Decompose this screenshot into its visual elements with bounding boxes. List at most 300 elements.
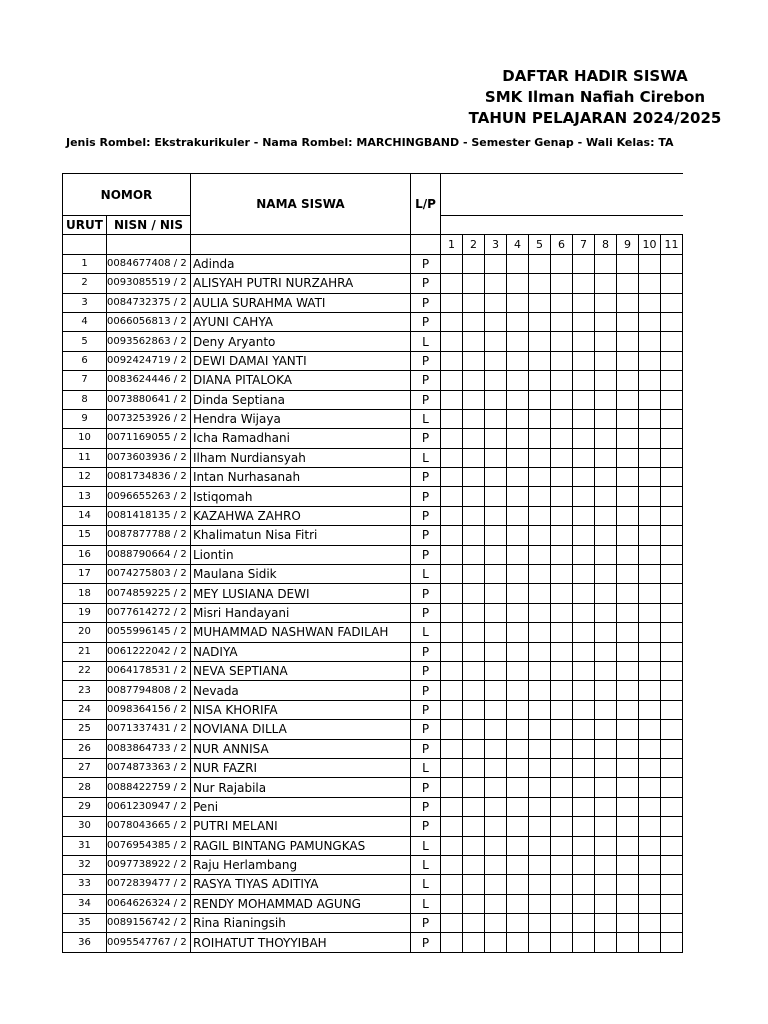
attendance-cell[interactable] (507, 758, 529, 777)
attendance-cell[interactable] (441, 720, 463, 739)
attendance-cell[interactable] (485, 933, 507, 952)
attendance-cell[interactable] (529, 875, 551, 894)
attendance-cell[interactable] (639, 409, 661, 428)
attendance-cell[interactable] (485, 293, 507, 312)
attendance-cell[interactable] (441, 584, 463, 603)
attendance-cell[interactable] (551, 894, 573, 913)
attendance-cell[interactable] (463, 681, 485, 700)
attendance-cell[interactable] (551, 584, 573, 603)
attendance-cell[interactable] (507, 642, 529, 661)
attendance-cell[interactable] (441, 700, 463, 719)
attendance-cell[interactable] (661, 468, 683, 487)
attendance-cell[interactable] (485, 603, 507, 622)
attendance-cell[interactable] (551, 312, 573, 331)
attendance-cell[interactable] (463, 700, 485, 719)
attendance-cell[interactable] (595, 720, 617, 739)
attendance-cell[interactable] (463, 409, 485, 428)
attendance-cell[interactable] (485, 429, 507, 448)
attendance-cell[interactable] (441, 623, 463, 642)
attendance-cell[interactable] (573, 778, 595, 797)
attendance-cell[interactable] (573, 758, 595, 777)
attendance-cell[interactable] (661, 642, 683, 661)
attendance-cell[interactable] (551, 254, 573, 273)
attendance-cell[interactable] (463, 584, 485, 603)
attendance-cell[interactable] (441, 371, 463, 390)
attendance-cell[interactable] (507, 700, 529, 719)
attendance-cell[interactable] (551, 506, 573, 525)
attendance-cell[interactable] (617, 817, 639, 836)
attendance-cell[interactable] (595, 914, 617, 933)
attendance-cell[interactable] (595, 409, 617, 428)
attendance-cell[interactable] (507, 293, 529, 312)
attendance-cell[interactable] (639, 274, 661, 293)
attendance-cell[interactable] (485, 855, 507, 874)
attendance-cell[interactable] (595, 312, 617, 331)
attendance-cell[interactable] (617, 312, 639, 331)
attendance-cell[interactable] (661, 681, 683, 700)
attendance-cell[interactable] (617, 506, 639, 525)
attendance-cell[interactable] (617, 875, 639, 894)
attendance-cell[interactable] (595, 836, 617, 855)
attendance-cell[interactable] (551, 429, 573, 448)
attendance-cell[interactable] (441, 817, 463, 836)
attendance-cell[interactable] (529, 526, 551, 545)
attendance-cell[interactable] (573, 526, 595, 545)
attendance-cell[interactable] (551, 526, 573, 545)
attendance-cell[interactable] (617, 526, 639, 545)
attendance-cell[interactable] (595, 894, 617, 913)
attendance-cell[interactable] (639, 390, 661, 409)
attendance-cell[interactable] (441, 855, 463, 874)
attendance-cell[interactable] (617, 603, 639, 622)
attendance-cell[interactable] (573, 371, 595, 390)
attendance-cell[interactable] (529, 797, 551, 816)
attendance-cell[interactable] (573, 797, 595, 816)
attendance-cell[interactable] (551, 875, 573, 894)
attendance-cell[interactable] (617, 293, 639, 312)
attendance-cell[interactable] (661, 914, 683, 933)
attendance-cell[interactable] (507, 371, 529, 390)
attendance-cell[interactable] (617, 836, 639, 855)
attendance-cell[interactable] (573, 836, 595, 855)
attendance-cell[interactable] (551, 409, 573, 428)
attendance-cell[interactable] (573, 817, 595, 836)
attendance-cell[interactable] (661, 933, 683, 952)
attendance-cell[interactable] (639, 875, 661, 894)
attendance-cell[interactable] (551, 603, 573, 622)
attendance-cell[interactable] (617, 661, 639, 680)
attendance-cell[interactable] (463, 487, 485, 506)
attendance-cell[interactable] (485, 758, 507, 777)
attendance-cell[interactable] (463, 855, 485, 874)
attendance-cell[interactable] (573, 894, 595, 913)
attendance-cell[interactable] (595, 293, 617, 312)
attendance-cell[interactable] (617, 778, 639, 797)
attendance-cell[interactable] (595, 778, 617, 797)
attendance-cell[interactable] (551, 623, 573, 642)
attendance-cell[interactable] (529, 778, 551, 797)
attendance-cell[interactable] (441, 914, 463, 933)
attendance-cell[interactable] (639, 254, 661, 273)
attendance-cell[interactable] (639, 429, 661, 448)
attendance-cell[interactable] (485, 681, 507, 700)
attendance-cell[interactable] (529, 545, 551, 564)
attendance-cell[interactable] (463, 390, 485, 409)
attendance-cell[interactable] (661, 584, 683, 603)
attendance-cell[interactable] (463, 933, 485, 952)
attendance-cell[interactable] (617, 254, 639, 273)
attendance-cell[interactable] (639, 894, 661, 913)
attendance-cell[interactable] (617, 468, 639, 487)
attendance-cell[interactable] (617, 487, 639, 506)
attendance-cell[interactable] (573, 409, 595, 428)
attendance-cell[interactable] (551, 565, 573, 584)
attendance-cell[interactable] (551, 933, 573, 952)
attendance-cell[interactable] (573, 390, 595, 409)
attendance-cell[interactable] (617, 332, 639, 351)
attendance-cell[interactable] (463, 875, 485, 894)
attendance-cell[interactable] (463, 254, 485, 273)
attendance-cell[interactable] (529, 409, 551, 428)
attendance-cell[interactable] (441, 254, 463, 273)
attendance-cell[interactable] (507, 681, 529, 700)
attendance-cell[interactable] (507, 429, 529, 448)
attendance-cell[interactable] (573, 506, 595, 525)
attendance-cell[interactable] (507, 894, 529, 913)
attendance-cell[interactable] (529, 894, 551, 913)
attendance-cell[interactable] (573, 642, 595, 661)
attendance-cell[interactable] (661, 351, 683, 370)
attendance-cell[interactable] (595, 758, 617, 777)
attendance-cell[interactable] (441, 603, 463, 622)
attendance-cell[interactable] (507, 351, 529, 370)
attendance-cell[interactable] (617, 797, 639, 816)
attendance-cell[interactable] (485, 739, 507, 758)
attendance-cell[interactable] (551, 817, 573, 836)
attendance-cell[interactable] (639, 293, 661, 312)
attendance-cell[interactable] (639, 584, 661, 603)
attendance-cell[interactable] (639, 914, 661, 933)
attendance-cell[interactable] (485, 642, 507, 661)
attendance-cell[interactable] (639, 371, 661, 390)
attendance-cell[interactable] (639, 351, 661, 370)
attendance-cell[interactable] (507, 623, 529, 642)
attendance-cell[interactable] (463, 274, 485, 293)
attendance-cell[interactable] (639, 933, 661, 952)
attendance-cell[interactable] (485, 526, 507, 545)
attendance-cell[interactable] (529, 623, 551, 642)
attendance-cell[interactable] (639, 681, 661, 700)
attendance-cell[interactable] (441, 875, 463, 894)
attendance-cell[interactable] (485, 409, 507, 428)
attendance-cell[interactable] (441, 797, 463, 816)
attendance-cell[interactable] (485, 545, 507, 564)
attendance-cell[interactable] (529, 855, 551, 874)
attendance-cell[interactable] (507, 855, 529, 874)
attendance-cell[interactable] (507, 254, 529, 273)
attendance-cell[interactable] (617, 274, 639, 293)
attendance-cell[interactable] (661, 623, 683, 642)
attendance-cell[interactable] (441, 274, 463, 293)
attendance-cell[interactable] (441, 487, 463, 506)
attendance-cell[interactable] (595, 603, 617, 622)
attendance-cell[interactable] (661, 506, 683, 525)
attendance-cell[interactable] (441, 642, 463, 661)
attendance-cell[interactable] (661, 487, 683, 506)
attendance-cell[interactable] (573, 700, 595, 719)
attendance-cell[interactable] (485, 506, 507, 525)
attendance-cell[interactable] (463, 623, 485, 642)
attendance-cell[interactable] (463, 836, 485, 855)
attendance-cell[interactable] (617, 933, 639, 952)
attendance-cell[interactable] (639, 623, 661, 642)
attendance-cell[interactable] (463, 739, 485, 758)
attendance-cell[interactable] (485, 312, 507, 331)
attendance-cell[interactable] (661, 855, 683, 874)
attendance-cell[interactable] (507, 836, 529, 855)
attendance-cell[interactable] (661, 661, 683, 680)
attendance-cell[interactable] (485, 623, 507, 642)
attendance-cell[interactable] (573, 661, 595, 680)
attendance-cell[interactable] (507, 797, 529, 816)
attendance-cell[interactable] (595, 468, 617, 487)
attendance-cell[interactable] (595, 817, 617, 836)
attendance-cell[interactable] (485, 351, 507, 370)
attendance-cell[interactable] (661, 448, 683, 467)
attendance-cell[interactable] (573, 681, 595, 700)
attendance-cell[interactable] (441, 390, 463, 409)
attendance-cell[interactable] (507, 720, 529, 739)
attendance-cell[interactable] (617, 739, 639, 758)
attendance-cell[interactable] (507, 565, 529, 584)
attendance-cell[interactable] (595, 371, 617, 390)
attendance-cell[interactable] (661, 778, 683, 797)
attendance-cell[interactable] (529, 933, 551, 952)
attendance-cell[interactable] (507, 545, 529, 564)
attendance-cell[interactable] (639, 545, 661, 564)
attendance-cell[interactable] (529, 506, 551, 525)
attendance-cell[interactable] (485, 390, 507, 409)
attendance-cell[interactable] (551, 681, 573, 700)
attendance-cell[interactable] (463, 817, 485, 836)
attendance-cell[interactable] (551, 293, 573, 312)
attendance-cell[interactable] (573, 293, 595, 312)
attendance-cell[interactable] (661, 429, 683, 448)
attendance-cell[interactable] (485, 565, 507, 584)
attendance-cell[interactable] (441, 758, 463, 777)
attendance-cell[interactable] (507, 448, 529, 467)
attendance-cell[interactable] (529, 429, 551, 448)
attendance-cell[interactable] (463, 429, 485, 448)
attendance-cell[interactable] (595, 487, 617, 506)
attendance-cell[interactable] (551, 778, 573, 797)
attendance-cell[interactable] (463, 351, 485, 370)
attendance-cell[interactable] (507, 739, 529, 758)
attendance-cell[interactable] (507, 933, 529, 952)
attendance-cell[interactable] (529, 603, 551, 622)
attendance-cell[interactable] (441, 506, 463, 525)
attendance-cell[interactable] (551, 914, 573, 933)
attendance-cell[interactable] (573, 468, 595, 487)
attendance-cell[interactable] (617, 565, 639, 584)
attendance-cell[interactable] (617, 429, 639, 448)
attendance-cell[interactable] (639, 312, 661, 331)
attendance-cell[interactable] (573, 487, 595, 506)
attendance-cell[interactable] (551, 758, 573, 777)
attendance-cell[interactable] (485, 778, 507, 797)
attendance-cell[interactable] (507, 312, 529, 331)
attendance-cell[interactable] (463, 565, 485, 584)
attendance-cell[interactable] (639, 720, 661, 739)
attendance-cell[interactable] (551, 836, 573, 855)
attendance-cell[interactable] (551, 487, 573, 506)
attendance-cell[interactable] (551, 351, 573, 370)
attendance-cell[interactable] (573, 545, 595, 564)
attendance-cell[interactable] (529, 739, 551, 758)
attendance-cell[interactable] (441, 332, 463, 351)
attendance-cell[interactable] (441, 293, 463, 312)
attendance-cell[interactable] (529, 448, 551, 467)
attendance-cell[interactable] (595, 565, 617, 584)
attendance-cell[interactable] (573, 603, 595, 622)
attendance-cell[interactable] (617, 914, 639, 933)
attendance-cell[interactable] (573, 351, 595, 370)
attendance-cell[interactable] (595, 661, 617, 680)
attendance-cell[interactable] (441, 933, 463, 952)
attendance-cell[interactable] (529, 351, 551, 370)
attendance-cell[interactable] (441, 739, 463, 758)
attendance-cell[interactable] (507, 390, 529, 409)
attendance-cell[interactable] (639, 661, 661, 680)
attendance-cell[interactable] (595, 448, 617, 467)
attendance-cell[interactable] (595, 797, 617, 816)
attendance-cell[interactable] (485, 274, 507, 293)
attendance-cell[interactable] (617, 623, 639, 642)
attendance-cell[interactable] (485, 875, 507, 894)
attendance-cell[interactable] (573, 875, 595, 894)
attendance-cell[interactable] (661, 700, 683, 719)
attendance-cell[interactable] (463, 332, 485, 351)
attendance-cell[interactable] (485, 797, 507, 816)
attendance-cell[interactable] (639, 836, 661, 855)
attendance-cell[interactable] (661, 526, 683, 545)
attendance-cell[interactable] (617, 681, 639, 700)
attendance-cell[interactable] (441, 351, 463, 370)
attendance-cell[interactable] (507, 487, 529, 506)
attendance-cell[interactable] (661, 836, 683, 855)
attendance-cell[interactable] (639, 468, 661, 487)
attendance-cell[interactable] (573, 448, 595, 467)
attendance-cell[interactable] (617, 642, 639, 661)
attendance-cell[interactable] (551, 720, 573, 739)
attendance-cell[interactable] (617, 545, 639, 564)
attendance-cell[interactable] (441, 894, 463, 913)
attendance-cell[interactable] (463, 545, 485, 564)
attendance-cell[interactable] (441, 526, 463, 545)
attendance-cell[interactable] (529, 758, 551, 777)
attendance-cell[interactable] (617, 390, 639, 409)
attendance-cell[interactable] (529, 468, 551, 487)
attendance-cell[interactable] (595, 642, 617, 661)
attendance-cell[interactable] (595, 429, 617, 448)
attendance-cell[interactable] (463, 894, 485, 913)
attendance-cell[interactable] (551, 797, 573, 816)
attendance-cell[interactable] (507, 914, 529, 933)
attendance-cell[interactable] (507, 875, 529, 894)
attendance-cell[interactable] (639, 817, 661, 836)
attendance-cell[interactable] (661, 312, 683, 331)
attendance-cell[interactable] (661, 875, 683, 894)
attendance-cell[interactable] (617, 720, 639, 739)
attendance-cell[interactable] (617, 855, 639, 874)
attendance-cell[interactable] (529, 254, 551, 273)
attendance-cell[interactable] (441, 545, 463, 564)
attendance-cell[interactable] (441, 312, 463, 331)
attendance-cell[interactable] (595, 526, 617, 545)
attendance-cell[interactable] (661, 274, 683, 293)
attendance-cell[interactable] (595, 274, 617, 293)
attendance-cell[interactable] (485, 332, 507, 351)
attendance-cell[interactable] (507, 468, 529, 487)
attendance-cell[interactable] (507, 526, 529, 545)
attendance-cell[interactable] (507, 603, 529, 622)
attendance-cell[interactable] (573, 274, 595, 293)
attendance-cell[interactable] (463, 526, 485, 545)
attendance-cell[interactable] (573, 914, 595, 933)
attendance-cell[interactable] (485, 700, 507, 719)
attendance-cell[interactable] (661, 565, 683, 584)
attendance-cell[interactable] (661, 371, 683, 390)
attendance-cell[interactable] (485, 836, 507, 855)
attendance-cell[interactable] (595, 584, 617, 603)
attendance-cell[interactable] (617, 758, 639, 777)
attendance-cell[interactable] (617, 894, 639, 913)
attendance-cell[interactable] (595, 332, 617, 351)
attendance-cell[interactable] (507, 661, 529, 680)
attendance-cell[interactable] (551, 448, 573, 467)
attendance-cell[interactable] (595, 875, 617, 894)
attendance-cell[interactable] (617, 584, 639, 603)
attendance-cell[interactable] (551, 700, 573, 719)
attendance-cell[interactable] (529, 681, 551, 700)
attendance-cell[interactable] (595, 351, 617, 370)
attendance-cell[interactable] (551, 390, 573, 409)
attendance-cell[interactable] (441, 778, 463, 797)
attendance-cell[interactable] (573, 720, 595, 739)
attendance-cell[interactable] (529, 817, 551, 836)
attendance-cell[interactable] (573, 623, 595, 642)
attendance-cell[interactable] (639, 758, 661, 777)
attendance-cell[interactable] (595, 545, 617, 564)
attendance-cell[interactable] (529, 371, 551, 390)
attendance-cell[interactable] (529, 274, 551, 293)
attendance-cell[interactable] (529, 293, 551, 312)
attendance-cell[interactable] (617, 351, 639, 370)
attendance-cell[interactable] (661, 390, 683, 409)
attendance-cell[interactable] (639, 797, 661, 816)
attendance-cell[interactable] (617, 700, 639, 719)
attendance-cell[interactable] (617, 448, 639, 467)
attendance-cell[interactable] (639, 778, 661, 797)
attendance-cell[interactable] (617, 409, 639, 428)
attendance-cell[interactable] (485, 584, 507, 603)
attendance-cell[interactable] (661, 409, 683, 428)
attendance-cell[interactable] (441, 429, 463, 448)
attendance-cell[interactable] (551, 332, 573, 351)
attendance-cell[interactable] (573, 565, 595, 584)
attendance-cell[interactable] (661, 797, 683, 816)
attendance-cell[interactable] (639, 739, 661, 758)
